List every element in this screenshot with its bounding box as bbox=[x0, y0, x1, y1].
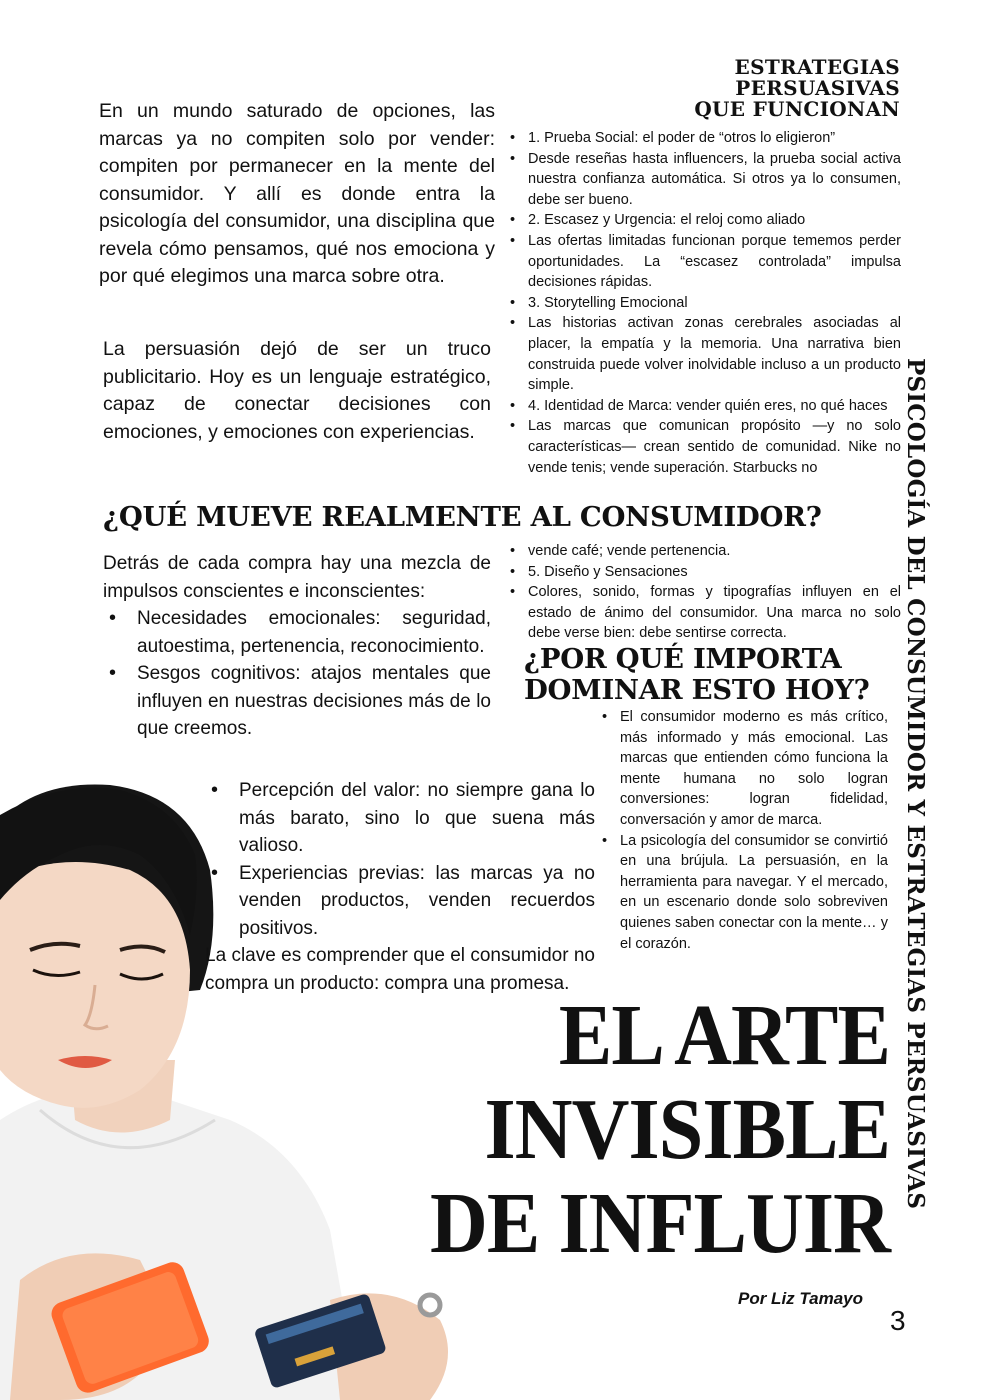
list-item: • Las historias activan zonas cerebrales asociadas al placer, la empatía y la memoria. Una narrativa bien construida puede volver inolvidable incluso a un producto simple. bbox=[506, 313, 901, 395]
strategies-list bbox=[506, 128, 901, 478]
list-item: • Colores, sonido, formas y tipografías influyen en el estado de ánimo del consumidor. Una marca no solo debe verse bien: debe sentirse correcta. bbox=[506, 582, 901, 644]
list-item: • vende café; vende pertenencia. bbox=[506, 541, 901, 562]
intro-paragraph-1: En un mundo saturado de opciones, las marcas ya no compiten solo por vender: compiten por permanecer en la mente del consumidor. Y allí es donde entra la psicología del consumidor, una disciplina que revela cómo pensamos, qué nos emociona y por qué elegimos una marca sobre otra. bbox=[99, 100, 495, 287]
list-item: • Desde reseñas hasta influencers, la prueba social activa nuestra confianza automática. Si otros ya lo consumen, debe ser bueno. bbox=[506, 149, 901, 211]
main-title-line-1: EL ARTE bbox=[558, 986, 890, 1083]
importance-heading-line-1: ¿POR QUÉ IMPORTA bbox=[524, 643, 842, 675]
main-title bbox=[338, 988, 890, 1270]
list-item: • La psicología del consumidor se convirtió en una brújula. La persuasión, en la herramienta para navegar. Y el mercado, en un escenario donde solo sobreviven quienes saben conectar con la mente… y el corazón. bbox=[598, 831, 888, 955]
side-title: PSICOLOGÍA DEL CONSUMIDOR Y ESTRATEGIAS PERSUASIVAS bbox=[902, 358, 929, 1210]
list-item: • Sesgos cognitivos: atajos mentales que influyen en nuestras decisiones más de lo que creemos. bbox=[103, 660, 491, 743]
consumer-factors-list bbox=[103, 605, 491, 743]
importance-list bbox=[598, 707, 888, 954]
strategies-heading-line-2: PERSUASIVAS bbox=[735, 76, 900, 100]
list-item: • 3. Storytelling Emocional bbox=[506, 293, 901, 314]
consumer-intro: Detrás de cada compra hay una mezcla de impulsos conscientes e inconscientes: bbox=[103, 553, 491, 602]
list-item: • 5. Diseño y Sensaciones bbox=[506, 562, 901, 583]
strategies-heading bbox=[640, 57, 900, 120]
list-item: • 1. Prueba Social: el poder de “otros lo eligieron” bbox=[506, 128, 901, 149]
main-title-line-2: INVISIBLE bbox=[484, 1080, 890, 1177]
list-item: • Experiencias previas: las marcas ya no venden productos, venden recuerdos positivos. bbox=[205, 860, 595, 943]
intro-paragraph-2: La persuasión dejó de ser un truco publicitario. Hoy es un lenguaje estratégico, capaz de conectar decisiones con emociones, y emociones con experiencias. bbox=[103, 338, 491, 443]
list-item: • 2. Escasez y Urgencia: el reloj como aliado bbox=[506, 210, 901, 231]
list-item: • 4. Identidad de Marca: vender quién eres, no qué haces bbox=[506, 396, 901, 417]
key-statement: La clave es comprender que el consumidor no compra un producto: compra una promesa. bbox=[205, 945, 595, 994]
consumer-factors-list-continued bbox=[205, 777, 595, 942]
list-item: • Necesidades emocionales: seguridad, autoestima, pertenencia, reconocimiento. bbox=[103, 605, 491, 660]
section-heading-consumer: ¿QUÉ MUEVE REALMENTE AL CONSUMIDOR? bbox=[103, 501, 822, 533]
strategies-list-continued bbox=[506, 541, 901, 644]
list-item: • Las marcas que comunican propósito —y no solo características— crean sentido de comunidad. Nike no vende tenis; vende superación. Starbucks no bbox=[506, 416, 901, 478]
page-number: 3 bbox=[890, 1305, 906, 1336]
list-item: • Percepción del valor: no siempre gana lo más barato, sino lo que suena más valioso. bbox=[205, 777, 595, 860]
list-item: • Las ofertas limitadas funcionan porque tememos perder oportunidades. La “escasez controlada” impulsa decisiones rápidas. bbox=[506, 231, 901, 293]
strategies-heading-line-1: ESTRATEGIAS bbox=[734, 55, 900, 79]
main-title-line-3: DE INFLUIR bbox=[430, 1174, 890, 1271]
strategies-heading-line-3: QUE FUNCIONAN bbox=[694, 97, 900, 121]
byline: Por Liz Tamayo bbox=[738, 1289, 864, 1308]
importance-heading-line-2: DOMINAR ESTO HOY? bbox=[524, 674, 870, 706]
list-item: • El consumidor moderno es más crítico, más informado y más emocional. Las marcas que entienden cómo funciona la mente humana no solo logran conversiones: logran fidelidad, conversación y amor de marca. bbox=[598, 707, 888, 831]
section-heading-importance bbox=[524, 644, 884, 706]
